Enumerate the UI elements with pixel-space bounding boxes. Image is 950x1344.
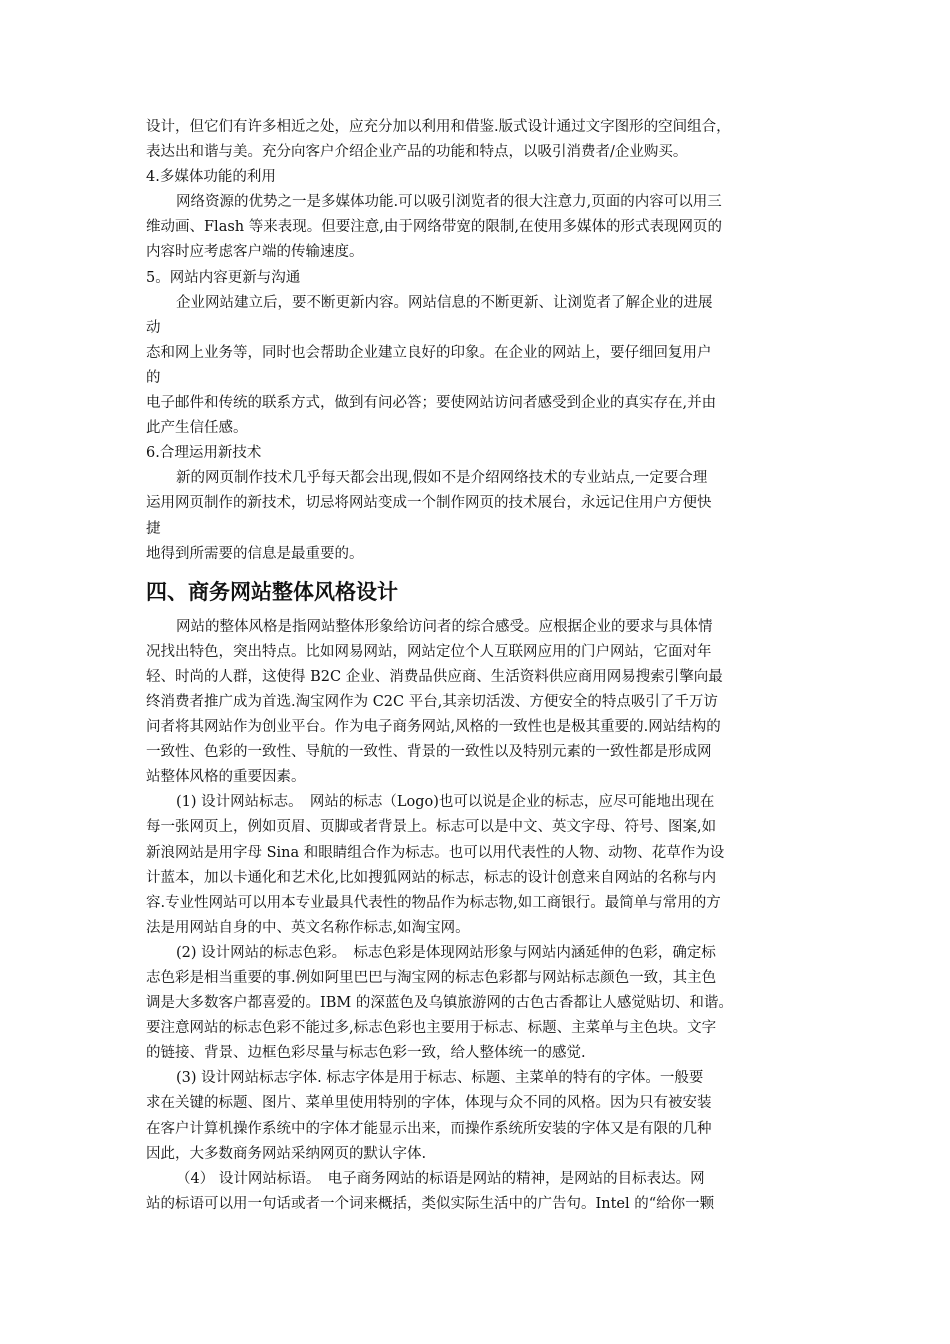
paragraph-line: 求在关键的标题、图片、菜单里使用特别的字体，体现与众不同的风格。因为只有被安装 <box>146 1095 712 1112</box>
subheading-new-tech: 6.合理运用新技术 <box>146 445 262 462</box>
paragraph-line: 内容时应考虑客户端的传输速度。 <box>146 244 364 261</box>
paragraph-line: 终消费者推广成为首选.淘宝网作为 C2C 平台,其亲切活泼、方便安全的特点吸引了千万访 <box>146 693 718 710</box>
section-heading: 四、商务网站整体风格设计 <box>146 579 398 604</box>
paragraph-line: 要注意网站的标志色彩不能过多,标志色彩也主要用于标志、标题、主菜单与主色块。文字 <box>146 1020 717 1037</box>
paragraph-line: 志色彩是相当重要的事.例如阿里巴巴与淘宝网的标志色彩都与网站标志颜色一致，其主色 <box>146 970 717 986</box>
paragraph-line: 因此，大多数商务网站采纳网页的默认字体. <box>146 1145 427 1162</box>
section-style-design <box>146 615 818 1217</box>
paragraph-line: 捷 <box>146 520 161 537</box>
paragraph-line: 站整体风格的重要因素。 <box>146 769 306 786</box>
paragraph-line: 此产生信任感。 <box>146 420 248 437</box>
paragraph-line: 计蓝本，加以卡通化和艺术化,比如搜狐网站的标志，标志的设计创意来自网站的名称与内 <box>146 869 717 886</box>
paragraph-line: 新浪网站是用字母 Sina 和眼睛组合作为标志。也可以用代表性的人物、动物、花草作为设 <box>146 844 725 861</box>
paragraph-line: 问者将其网站作为创业平台。作为电子商务网站,风格的一致性也是极其重要的.网站结构的 <box>146 719 721 736</box>
paragraph-line: 每一张网页上，例如页眉、页脚或者背景上。标志可以是中文、英文字母、符号、图案,如 <box>146 819 717 836</box>
paragraph-line: 维动画、Flash 等来表现。但要注意,由于网络带宽的限制,在使用多媒体的形式表现网页的 <box>146 219 722 236</box>
paragraph-line: 企业网站建立后，要不断更新内容。网站信息的不断更新、让浏览者了解企业的进展 <box>176 294 713 311</box>
paragraph-line: 站的标语可以用一句话或者一个词来概括，类似实际生活中的广告句。Intel 的“给你一颗 <box>146 1195 715 1212</box>
paragraph-line: 动 <box>146 319 161 336</box>
paragraph-line: 况找出特色，突出特点。比如网易网站，网站定位个人互联网应用的门户网站，它面对年 <box>146 643 712 660</box>
paragraph-line: 轻、时尚的人群，这使得 B2C 企业、消费品供应商、生活资料供应商用网易搜索引擎向最 <box>146 668 723 685</box>
paragraph-line: 运用网页制作的新技术，切忌将网站变成一个制作网页的技术展台，永远记住用户方便快 <box>146 495 712 512</box>
paragraph-line: 地得到所需要的信息是最重要的。 <box>146 545 364 562</box>
paragraph-line: 设计，但它们有许多相近之处，应充分加以利用和借鉴.版式设计通过文字图形的空间组合， <box>146 119 731 135</box>
paragraph-line: 新的网页制作技术几乎每天都会出现,假如不是介绍网络技术的专业站点,一定要合理 <box>176 470 708 487</box>
subheading-multimedia: 4.多媒体功能的利用 <box>146 169 276 186</box>
paragraph-line: 一致性、色彩的一致性、导航的一致性、背景的一致性以及特别元素的一致性都是形成网 <box>146 744 712 761</box>
paragraph-line: 网络资源的优势之一是多媒体功能.可以吸引浏览者的很大注意力,页面的内容可以用三 <box>176 194 722 211</box>
paragraph-line: (1) 设计网站标志。 网站的标志（Logo)也可以说是企业的标志，应尽可能地出现在 <box>176 794 715 811</box>
paragraph-line: 容.专业性网站可以用本专业最具代表性的物品作为标志物,如工商银行。最简单与常用的方 <box>146 894 721 911</box>
section-continued <box>146 115 818 567</box>
paragraph-line: 态和网上业务等，同时也会帮助企业建立良好的印象。在企业的网站上，要仔细回复用户 <box>146 344 712 361</box>
paragraph-line: 法是用网站自身的中、英文名称作标志,如淘宝网。 <box>146 919 470 936</box>
paragraph-line: 在客户计算机操作系统中的字体才能显示出来，而操作系统所安装的字体又是有限的几种 <box>146 1120 712 1137</box>
paragraph-line: 的链接、背景、边框色彩尽量与标志色彩一致，给人整体统一的感觉. <box>146 1045 586 1062</box>
paragraph-line: (2) 设计网站的标志色彩。 标志色彩是体现网站形象与网站内涵延伸的色彩，确定标 <box>176 944 716 961</box>
paragraph-line: 电子邮件和传统的联系方式，做到有问必答；要使网站访问者感受到企业的真实存在,并由 <box>146 395 717 412</box>
paragraph-line: 网站的整体风格是指网站整体形象给访问者的综合感受。应根据企业的要求与具体情 <box>176 618 713 635</box>
paragraph-line: 的 <box>146 369 161 386</box>
paragraph-line: 表达出和谐与美。充分向客户介绍企业产品的功能和特点，以吸引消费者/企业购买。 <box>146 144 688 161</box>
paragraph-line: （4） 设计网站标语。 电子商务网站的标语是网站的精神，是网站的目标表达。网 <box>176 1170 705 1187</box>
subheading-content-update: 5。网站内容更新与沟通 <box>146 269 301 286</box>
paragraph-line: 调是大多数客户都喜爱的。IBM 的深蓝色及乌镇旅游网的古色古香都让人感觉贴切、和谐。 <box>146 995 733 1012</box>
document-page <box>146 115 818 1217</box>
paragraph-line: (3) 设计网站标志字体. 标志字体是用于标志、标题、主菜单的特有的字体。一般要 <box>176 1070 704 1087</box>
